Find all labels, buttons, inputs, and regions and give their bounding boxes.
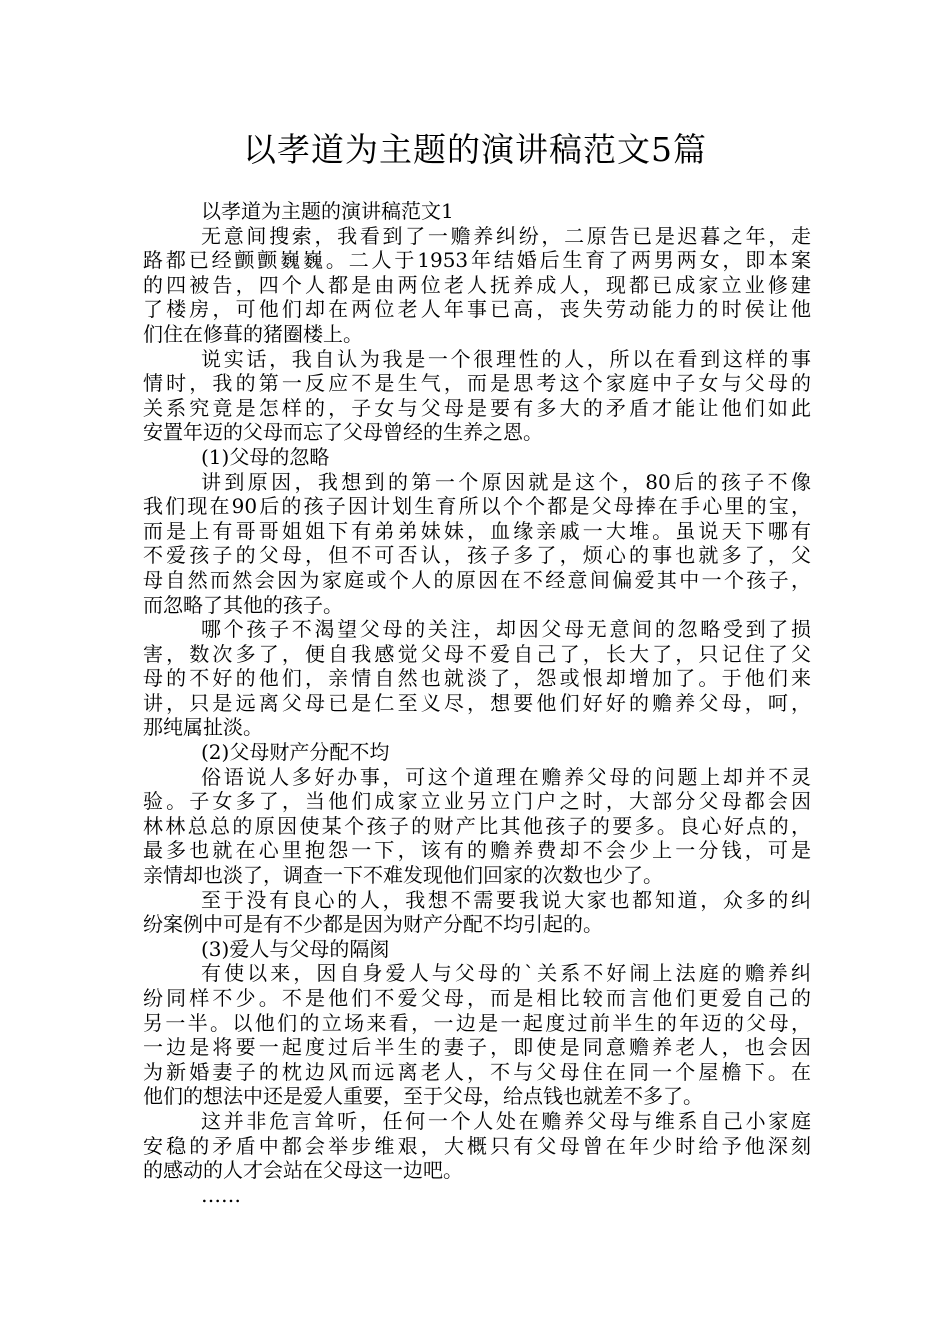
- body-text-line: 而是上有哥哥姐姐下有弟弟妹妹，血缘亲戚一大堆。虽说天下哪有: [143, 518, 811, 543]
- body-text-line: 俗语说人多好办事，可这个道理在赡养父母的问题上却并不灵: [201, 764, 811, 789]
- document-body: [143, 199, 811, 1207]
- body-text-line: 了楼房，可他们却在两位老人年事已高，丧失劳动能力的时侯让他: [143, 297, 811, 322]
- body-text-line: 安稳的矛盾中都会举步维艰，大概只有父母曾在年少时给予他深刻: [143, 1133, 811, 1158]
- body-text-line: 我们现在90后的孩子因计划生育所以个个都是父母捧在手心里的宝，: [143, 494, 811, 519]
- body-text-line: 亲情却也淡了，调查一下不难发现他们回家的次数也少了。: [143, 863, 663, 888]
- body-text-line: 讲，只是远离父母已是仁至义尽，想要他们好好的赡养父母，呵，: [143, 690, 811, 715]
- body-text-line: 以孝道为主题的演讲稿范文1: [201, 199, 454, 223]
- body-text-line: 最多也就在心里抱怨一下，该有的赡养费却不会少上一分钱，可是: [143, 838, 811, 863]
- body-text-line: 的感动的人才会站在父母这一边吧。: [143, 1158, 463, 1183]
- body-text-line: 情时，我的第一反应不是生气，而是思考这个家庭中子女与父母的: [143, 371, 811, 396]
- body-text-line: (3)爱人与父母的隔阂: [201, 936, 390, 961]
- body-text-line: 讲到原因，我想到的第一个原因就是这个，80后的孩子不像: [201, 469, 811, 494]
- body-text-line: 纷案例中可是有不少都是因为财产分配不均引起的。: [143, 912, 603, 937]
- body-text-line: 安置年迈的父母而忘了父母曾经的生养之恩。: [143, 420, 543, 445]
- body-text-line: 说实话，我自认为我是一个很理性的人，所以在看到这样的事: [201, 346, 811, 371]
- body-text-line: 害，数次多了，便自我感觉父母不爱自己了，长大了，只记住了父: [143, 641, 811, 666]
- body-text-line: 林林总总的原因使某个孩子的财产比其他孩子的要多。良心好点的，: [143, 813, 811, 838]
- body-text-line: 们住在修葺的猪圈楼上。: [143, 321, 363, 346]
- body-text-line: 为新婚妻子的枕边风而远离老人，不与父母住在同一个屋檐下。在: [143, 1059, 811, 1084]
- body-text-line: 那纯属扯淡。: [143, 715, 263, 740]
- body-text-line: 验。子女多了，当他们成家立业另立门户之时，大部分父母都会因: [143, 789, 811, 814]
- body-text-line: 另一半。以他们的立场来看，一边是一起度过前半生的年迈的父母，: [143, 1010, 811, 1035]
- body-text-line: 无意间搜索，我看到了一赡养纠纷，二原告已是迟暮之年，走: [201, 223, 811, 248]
- body-text-line: 母的不好的他们，亲情自然也就淡了，怨或恨却增加了。于他们来: [143, 666, 811, 691]
- body-text-line: 这并非危言耸听，任何一个人处在赡养父母与维系自己小家庭: [201, 1108, 811, 1133]
- body-text-line: 一边是将要一起度过后半生的妻子，即使是同意赡养老人，也会因: [143, 1035, 811, 1060]
- body-text-line: (1)父母的忽略: [201, 444, 330, 469]
- body-text-line: 有使以来，因自身爱人与父母的`关系不好闹上法庭的赡养纠: [201, 961, 811, 986]
- body-text-line: 至于没有良心的人，我想不需要我说大家也都知道，众多的纠: [201, 887, 811, 912]
- body-text-line: 不爱孩子的父母，但不可否认，孩子多了，烦心的事也就多了，父: [143, 543, 811, 568]
- body-text-line: 哪个孩子不渴望父母的关注，却因父母无意间的忽略受到了损: [201, 617, 811, 642]
- body-text-line: 母自然而然会因为家庭或个人的原因在不经意间偏爱其中一个孩子，: [143, 567, 811, 592]
- body-text-line: 关系究竟是怎样的，子女与父母是要有多大的矛盾才能让他们如此: [143, 395, 811, 420]
- body-text-line: 他们的想法中还是爱人重要，至于父母，给点钱也就差不多了。: [143, 1084, 703, 1109]
- body-text-line: 的四被告，四个人都是由两位老人抚养成人，现都已成家立业修建: [143, 272, 811, 297]
- document-title: 以孝道为主题的演讲稿范文5篇: [243, 130, 707, 169]
- body-text-line: (2)父母财产分配不均: [201, 740, 390, 765]
- body-text-line: 而忽略了其他的孩子。: [143, 592, 343, 617]
- body-text-line: ……: [201, 1182, 241, 1207]
- body-text-line: 纷同样不少。不是他们不爱父母，而是相比较而言他们更爱自己的: [143, 986, 811, 1010]
- body-text-line: 路都已经颤颤巍巍。二人于1953年结婚后生育了两男两女，即本案: [143, 248, 811, 273]
